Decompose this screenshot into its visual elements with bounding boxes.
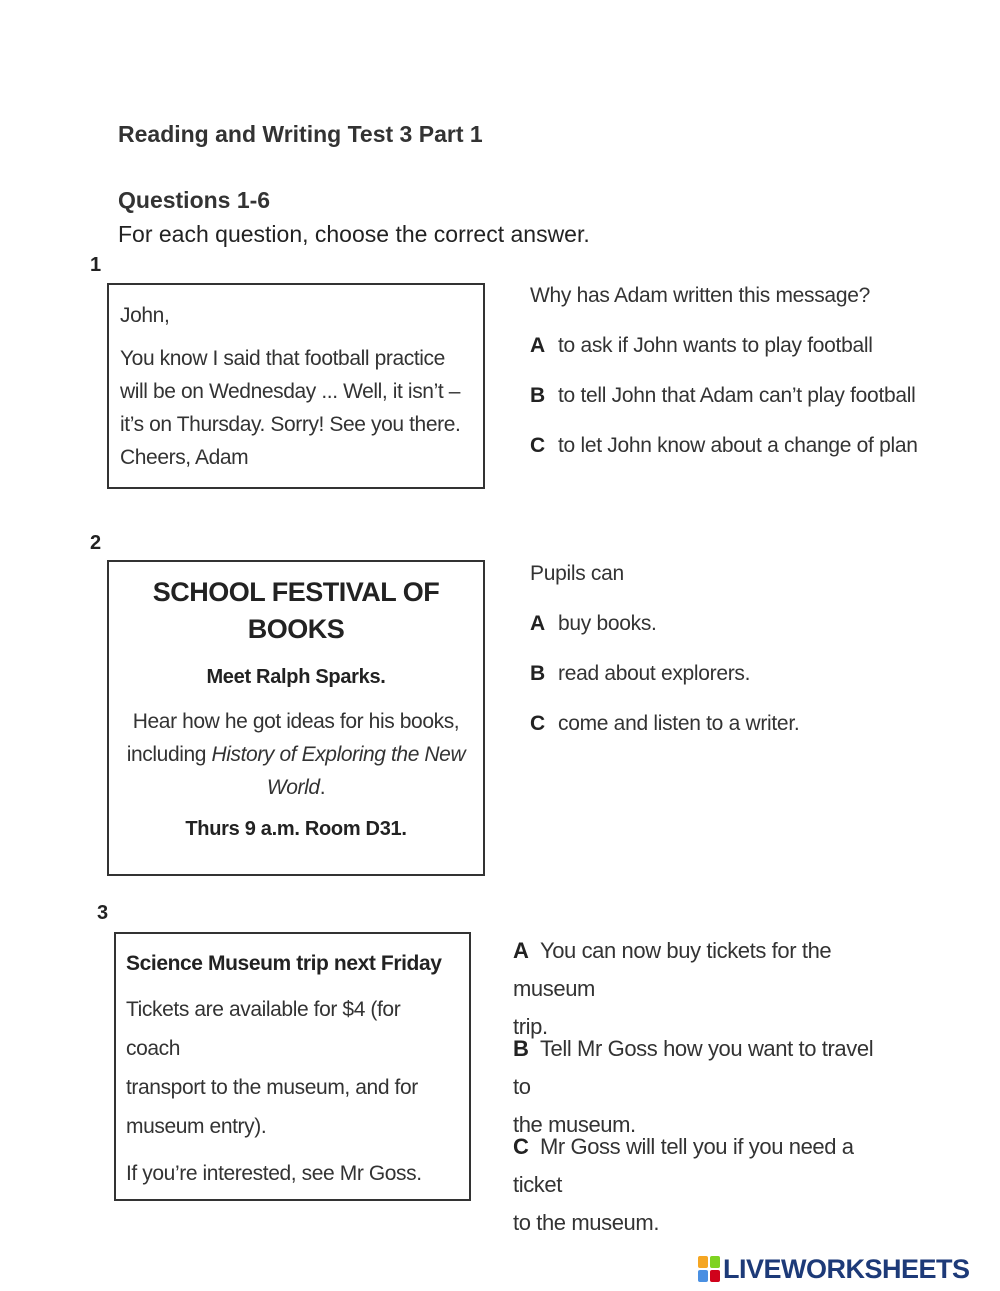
note-greeting: John,: [120, 304, 170, 327]
option-text: trip.: [513, 1014, 548, 1039]
option-text: to let John know about a change of plan: [558, 434, 918, 457]
option-letter: B: [530, 662, 545, 685]
option-text: Tell Mr Goss how you want to travel to: [513, 1036, 874, 1099]
notice-heading: Science Museum trip next Friday: [126, 952, 442, 975]
question-2-text: Pupils can: [530, 562, 624, 585]
notice-description-line: World.: [266, 776, 326, 799]
option-letter: A: [530, 334, 545, 357]
logo-text: LIVEWORKSHEETS: [723, 1253, 970, 1284]
note-line: Cheers, Adam: [120, 446, 249, 469]
answer-option-1a[interactable]: [530, 334, 873, 358]
notice-body: [126, 990, 459, 1146]
answer-option-2c[interactable]: [530, 712, 799, 736]
instruction-text: For each question, choose the correct answer.: [118, 221, 590, 247]
option-letter: A: [530, 612, 545, 635]
option-letter: C: [530, 434, 545, 457]
option-text: the museum.: [513, 1112, 636, 1137]
notice-time-place: Thurs 9 a.m. Room D31.: [185, 818, 407, 840]
notice-footer: If you’re interested, see Mr Goss.: [126, 1162, 422, 1185]
questions-heading: Questions 1-6: [118, 187, 271, 213]
option-text: to ask if John wants to play football: [558, 334, 873, 357]
notice-meet: Meet Ralph Sparks.: [206, 666, 386, 688]
answer-option-1b[interactable]: [530, 384, 915, 408]
answer-option-3b[interactable]: [513, 1030, 893, 1144]
book-title: History of Exploring the New: [211, 743, 466, 766]
notice-body-line: transport to the museum, and for: [126, 1076, 418, 1099]
notice-heading-line: SCHOOL FESTIVAL OF: [152, 577, 440, 607]
option-letter: C: [513, 1134, 529, 1159]
notice-body-line: museum entry).: [126, 1115, 267, 1138]
page-title: Reading and Writing Test 3 Part 1: [118, 121, 483, 147]
option-text: buy books.: [558, 612, 657, 635]
notice-box-3: [114, 932, 471, 1201]
logo-icon: [698, 1256, 720, 1282]
option-text: read about explorers.: [558, 662, 751, 685]
notice-body-line: Tickets are available for $4 (for coach: [126, 998, 401, 1060]
question-number-1: 1: [90, 254, 102, 276]
option-text: to tell John that Adam can’t play football: [558, 384, 916, 407]
answer-option-2b[interactable]: [530, 662, 750, 686]
option-letter: B: [513, 1036, 529, 1061]
option-letter: C: [530, 712, 545, 735]
question-number-3: 3: [97, 902, 109, 924]
option-text: come and listen to a writer.: [558, 712, 800, 735]
notice-description-line: Hear how he got ideas for his books,: [132, 710, 460, 733]
question-1-text: Why has Adam written this message?: [530, 284, 870, 307]
note-line: You know I said that football practice: [120, 347, 445, 370]
notice-box-2: [107, 560, 485, 876]
answer-option-3c[interactable]: [513, 1128, 893, 1242]
liveworksheets-logo[interactable]: [698, 1254, 970, 1284]
answer-option-2a[interactable]: [530, 612, 657, 636]
option-letter: A: [513, 938, 529, 963]
option-text: Mr Goss will tell you if you need a ticket: [513, 1134, 854, 1197]
notice-heading: [123, 574, 469, 648]
notice-description-line: including History of Exploring the New: [126, 743, 466, 766]
answer-option-1c[interactable]: [530, 434, 918, 458]
answer-option-3a[interactable]: [513, 932, 893, 1046]
option-text: to the museum.: [513, 1210, 660, 1235]
note-line: will be on Wednesday ... Well, it isn’t –: [120, 380, 460, 403]
book-title: World: [266, 776, 320, 799]
option-letter: B: [530, 384, 545, 407]
notice-heading-line: BOOKS: [247, 614, 345, 644]
question-number-2: 2: [90, 532, 102, 554]
notice-description: [123, 705, 469, 804]
note-line: it’s on Thursday. Sorry! See you there.: [120, 413, 461, 436]
option-text: You can now buy tickets for the museum: [513, 938, 832, 1001]
note-box-1: [107, 283, 485, 489]
